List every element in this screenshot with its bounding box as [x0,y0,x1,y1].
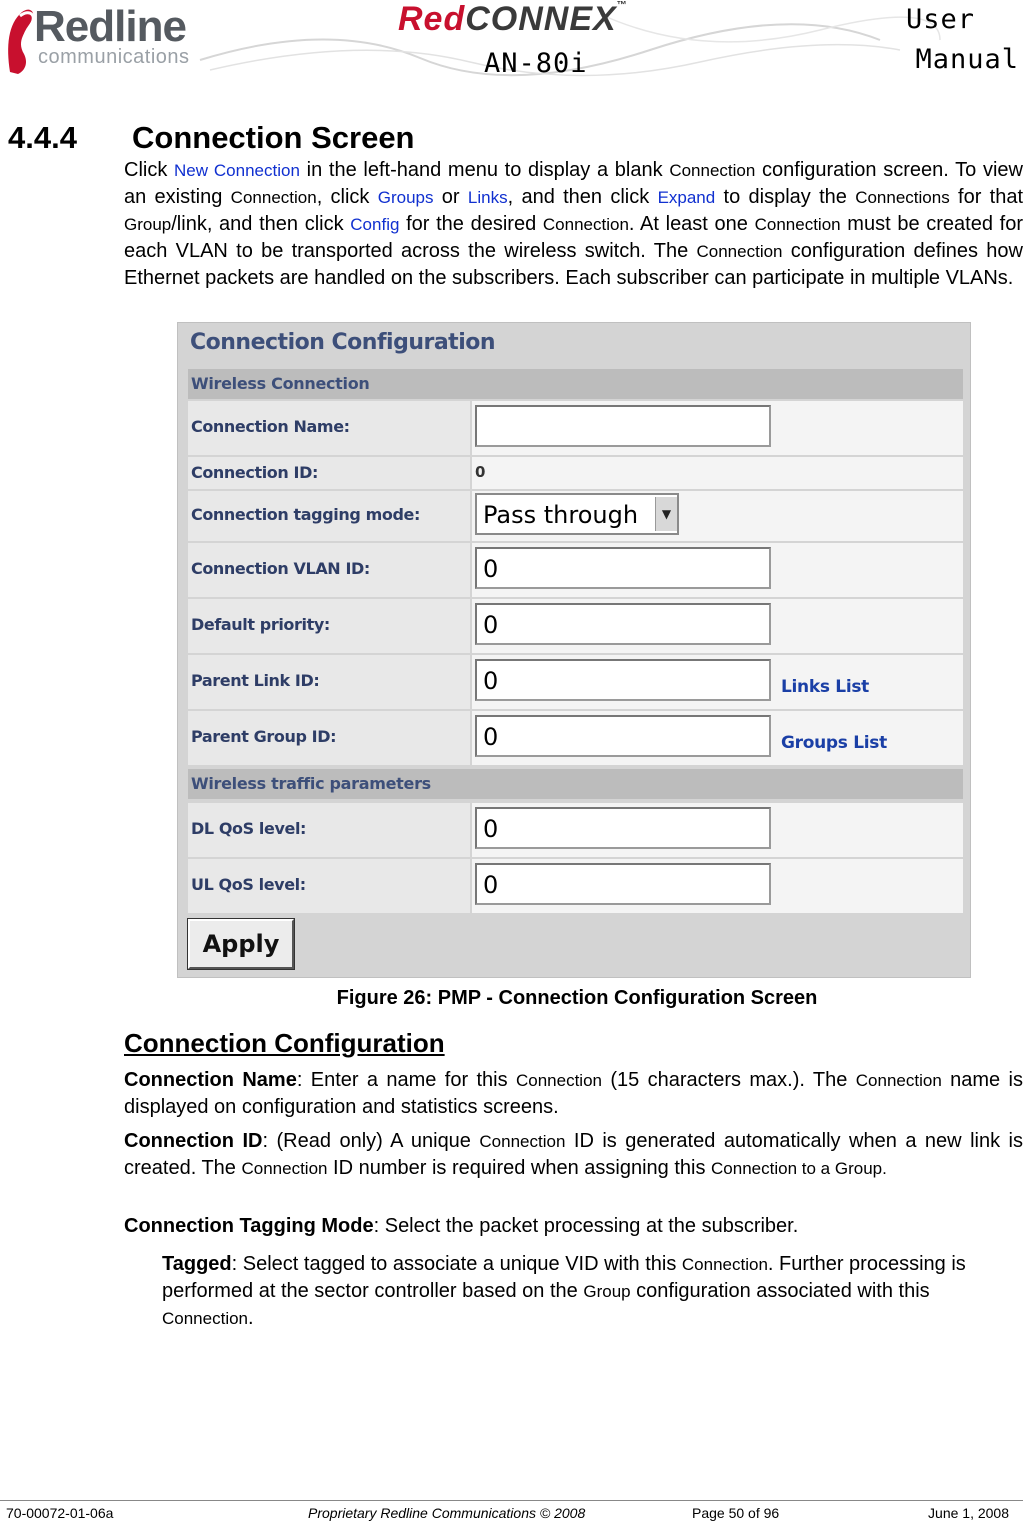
ul-qos-row [188,859,963,913]
tagging-mode-label: Connection tagging mode: [191,505,420,524]
new-connection-link[interactable]: New Connection [174,161,300,180]
links-list-link[interactable]: Links List [781,677,870,697]
footer-doc-number: 70-00072-01-06a [6,1505,114,1521]
connection-id-value: 0 [475,463,486,481]
connection-configuration-heading: Connection Configuration [124,1028,445,1058]
product-name: AN-80i [484,48,588,79]
figure-caption: Figure 26: PMP - Connection Configuration Screen [336,987,818,1009]
expand-link[interactable]: Expand [657,188,716,207]
section-number: 4.4.4 [8,120,77,155]
tagged-description: Tagged: Select tagged to associate a unique VID with this Connection. Further processing is performed at the sector controller based on the Group configuration associated with this Connection. [162,1253,966,1329]
redconnex-logo-red: Red [398,0,466,38]
vlan-id-input[interactable]: 0 [475,547,771,589]
redconnex-logo-dark: CONNEX [465,0,617,38]
ul-qos-label: UL QoS level: [191,875,306,894]
config-link[interactable]: Config [350,215,400,234]
footer-page-number: Page 50 of 96 [692,1505,780,1521]
parent-group-input[interactable]: 0 [475,715,771,757]
footer-proprietary: Proprietary Redline Communications © 2008 [308,1505,586,1521]
redline-sub-wordmark: communications [38,46,190,68]
parent-link-input[interactable]: 0 [475,659,771,701]
default-priority-label: Default priority: [191,615,330,634]
footer-divider [0,1500,1023,1501]
groups-list-link[interactable]: Groups List [781,733,887,753]
wireless-connection-section-label: Wireless Connection [191,374,370,393]
tagging-mode-row [188,491,963,541]
connection-id-description: Connection ID: (Read only) A unique Connection ID is generated automatically when a new link is created. The Connection ID number is required when assigning this Connection to a Group. [124,1130,1023,1179]
connection-name-description: Connection Name: Enter a name for this Connection (15 characters max.). The Connection name is displayed on configuration and statistics screens. [124,1069,1023,1118]
connection-name-label: Connection Name: [191,417,350,436]
traffic-parameters-section-label: Wireless traffic parameters [191,774,431,793]
doc-type-line-1: User [905,4,975,35]
tagging-mode-select[interactable] [475,493,679,535]
figure-title: Connection Configuration [190,330,496,355]
dl-qos-row [188,803,963,857]
section-title: Connection Screen [132,120,415,155]
intro-paragraph: Click New Connection in the left-hand menu to display a blank Connection configuration screen. To view an existing Connection, click Groups or Links, and then click Expand to display the Connections for that Group/link, and then click Config for the desired Connection. At least one Connection must be created for each VLAN to be transported across the wireless switch. The Connection configuration defines how Ethernet packets are handled on the subscribers. Each subscriber can participate in multiple VLANs. [124,159,1023,289]
dl-qos-input[interactable]: 0 [475,807,771,849]
default-priority-input[interactable]: 0 [475,603,771,645]
page-header [0,0,1023,86]
apply-button[interactable]: Apply [188,919,294,969]
dl-qos-label: DL QoS level: [191,819,307,838]
wireless-connection-section-header [188,369,963,399]
trademark-mark: ™ [616,0,628,11]
redline-r-mark-icon [4,6,38,76]
redline-wordmark: Redline [34,2,186,51]
connection-id-row [188,457,963,489]
vlan-id-row [188,543,963,597]
redline-logo [4,2,214,78]
dropdown-arrow-icon[interactable]: ▼ [655,497,677,531]
parent-link-row [188,655,963,709]
connection-name-input[interactable] [475,405,771,447]
tagging-mode-description: Connection Tagging Mode: Select the packet processing at the subscriber. [124,1215,799,1237]
parent-group-label: Parent Group ID: [191,727,337,746]
ul-qos-input[interactable]: 0 [475,863,771,905]
parent-link-label: Parent Link ID: [191,671,320,690]
groups-link[interactable]: Groups [377,188,434,207]
default-priority-row [188,599,963,653]
connection-id-label: Connection ID: [191,463,318,482]
connection-configuration-screenshot [177,322,971,978]
section-heading [8,120,415,156]
connection-name-row [188,401,963,455]
tagging-mode-selected-value: Pass through [483,501,639,529]
vlan-id-label: Connection VLAN ID: [191,559,370,578]
doc-type-line-2: Manual [915,44,1019,75]
links-link[interactable]: Links [467,188,508,207]
parent-group-row [188,711,963,765]
redconnex-logo [398,0,628,39]
footer-date: June 1, 2008 [928,1505,1009,1521]
traffic-parameters-section-header [188,769,963,799]
